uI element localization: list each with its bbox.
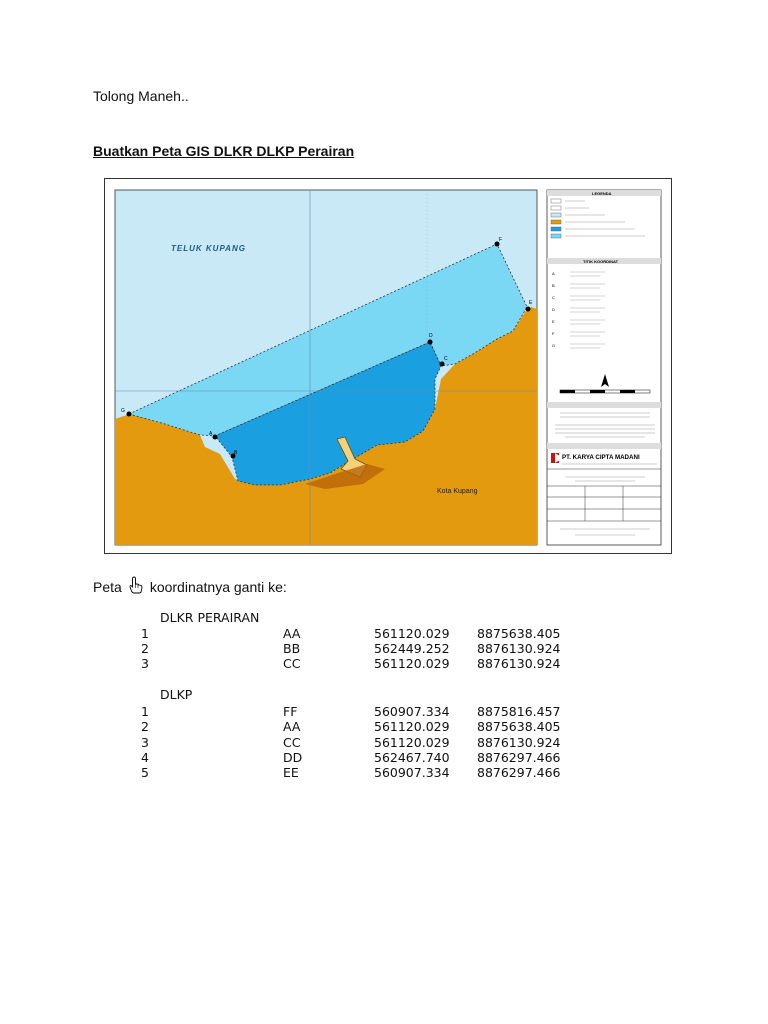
table-row: 2 AA 561120.029 8875638.405 [141,719,561,734]
company-name: PT. KARYA CIPTA MADANI [562,454,640,461]
point-label-a: A [209,431,213,437]
coord-table-title: TITIK KOORDINAT [583,259,619,264]
coord-point-e: E [552,319,555,324]
point-label-c: C [444,356,448,362]
town-label: Kota Kupang [437,488,478,495]
table-row: 1 AA 561120.029 8875638.405 [141,626,561,641]
point-label-b: B [234,450,238,456]
table-row: 3 CC 561120.029 8876130.924 [141,735,561,750]
dlkr-section-title: DLKR PERAIRAN [160,610,260,625]
map-side-panel [547,190,661,545]
coord-point-f: F [552,331,555,336]
point-label-f: F [499,237,503,243]
dlkp-section-title: DLKP [160,687,193,702]
sea-label: TELUK KUPANG [171,244,246,253]
gis-map-figure [104,178,672,554]
table-row: 1 FF 560907.334 8875816.457 [141,704,561,719]
table-row: 3 CC 561120.029 8876130.924 [141,656,561,671]
peta-instruction-text: koordinatnya ganti ke: [149,578,287,595]
table-row: 5 EE 560907.334 8876297.466 [141,765,561,780]
point-label-g: G [121,408,125,414]
coord-point-b: B [552,283,555,288]
subject-heading: Buatkan Peta GIS DLKR DLKP Perairan [93,143,355,159]
coord-point-g: G [552,343,556,348]
coord-point-c: C [552,295,555,300]
table-row: 4 DD 562467.740 8876297.466 [141,750,561,765]
hand-pointing-icon [128,576,144,597]
point-label-d: D [429,333,433,339]
map-svg [105,179,671,553]
table-row: 2 BB 562449.252 8876130.924 [141,641,561,656]
legend-title: LEGENDA [592,191,612,196]
peta-instruction-line [93,576,287,597]
point-label-e: E [529,300,533,306]
coord-point-d: D [552,307,555,312]
coord-point-a: A [552,271,555,276]
peta-word: Peta [93,578,122,595]
greeting-text: Tolong Maneh.. [93,88,189,104]
